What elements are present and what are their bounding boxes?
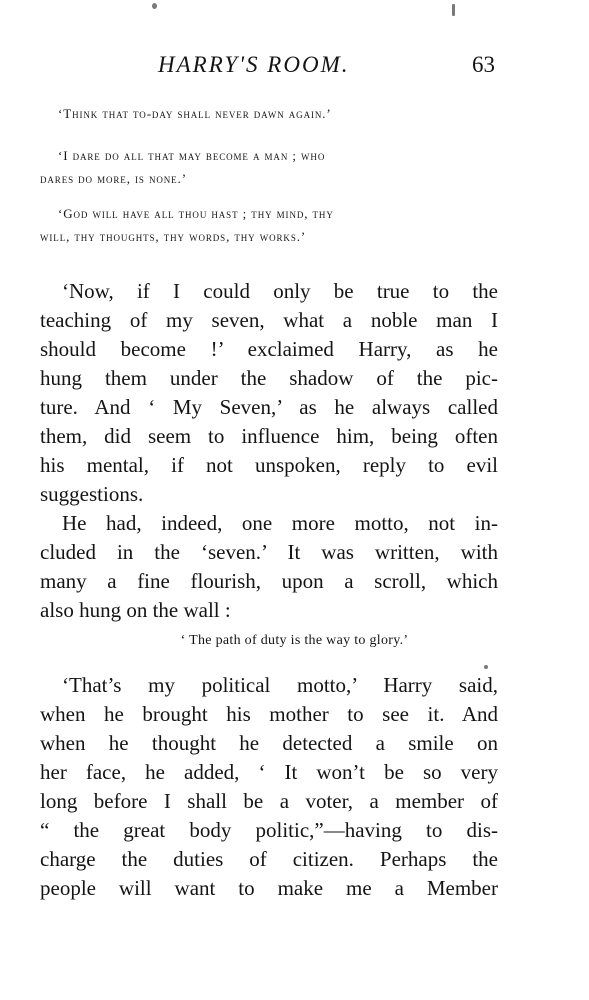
text-line: ture. And ‘ My Seven,’ as he always called <box>40 395 498 419</box>
epigraph-quote <box>40 102 498 125</box>
quote-line: ‘Think that to-day shall never dawn again.’ <box>58 106 332 121</box>
page-header <box>40 52 495 82</box>
text-line: them, did seem to influence him, being often <box>40 424 498 448</box>
print-speck <box>452 4 455 16</box>
epigraph-quote <box>40 202 498 248</box>
text-line: long before I shall be a voter, a member of <box>40 789 498 813</box>
paragraph <box>40 277 498 509</box>
epigraph-quote <box>40 144 498 190</box>
text-line: many a fine flourish, upon a scroll, which <box>40 569 498 593</box>
text-line: should become !’ exclaimed Harry, as he <box>40 337 498 361</box>
text-line: He had, indeed, one more motto, not in- <box>62 511 498 535</box>
text-line: his mental, if not unspoken, reply to evil <box>40 453 498 477</box>
print-speck <box>484 665 488 669</box>
print-speck <box>152 3 157 9</box>
scroll-motto: ‘ The path of duty is the way to glory.’ <box>180 633 409 648</box>
quote-line: ‘God will have all thou hast ; thy mind, thy <box>58 206 334 221</box>
text-line: people will want to make me a Member <box>40 876 498 900</box>
text-line: ‘Now, if I could only be true to the <box>62 279 498 303</box>
text-line: suggestions. <box>40 482 144 506</box>
paragraph <box>40 671 498 903</box>
text-line: ‘That’s my political motto,’ Harry said, <box>62 673 498 697</box>
text-line: her face, he added, ‘ It won’t be so very <box>40 760 498 784</box>
running-title: HARRY'S ROOM. <box>158 52 350 77</box>
quote-line: dares do more, is none.’ <box>40 171 187 186</box>
text-line: when he thought he detected a smile on <box>40 731 498 755</box>
text-line: teaching of my seven, what a noble man I <box>40 308 498 332</box>
quote-line: ‘I dare do all that may become a man ; who <box>58 148 326 163</box>
quote-line: will, thy thoughts, thy words, thy works.’ <box>40 229 307 244</box>
text-line: hung them under the shadow of the pic- <box>40 366 498 390</box>
text-line: charge the duties of citizen. Perhaps the <box>40 847 498 871</box>
page-number: 63 <box>472 52 495 77</box>
text-line: also hung on the wall : <box>40 598 231 622</box>
text-line: when he brought his mother to see it. And <box>40 702 498 726</box>
text-line: “ the great body politic,”—having to dis- <box>40 818 498 842</box>
text-line: cluded in the ‘seven.’ It was written, with <box>40 540 498 564</box>
paragraph <box>40 509 498 625</box>
